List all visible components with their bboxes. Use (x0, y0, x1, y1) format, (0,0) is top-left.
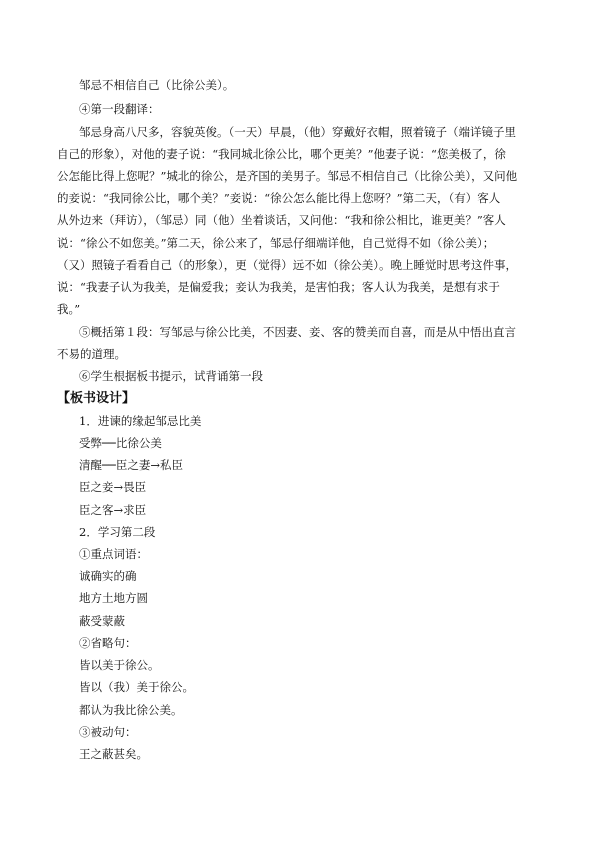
board-line: 臣之客→求臣 (79, 503, 147, 517)
text-line: （又）照镜子看看自己（的形象），更（觉得）远不如（徐公美）。晚上睡觉时思考这件事， (57, 258, 517, 272)
board-line: 蔽受蒙蔽 (79, 614, 125, 628)
text-line: ⑤概括第１段：写邹忌与徐公比美，不因妻、妾、客的赞美而自喜，而是从中悟出直言 (79, 325, 516, 339)
board-line: ③被动句： (79, 725, 137, 739)
board-line: 王之蔽甚矣。 (79, 747, 148, 761)
text-line: 自己的形象），对他的妻子说：“我同城北徐公比，哪个更美？”他妻子说：“您美极了，徐 (57, 147, 506, 161)
board-line: 受弊──比徐公美 (79, 436, 162, 450)
text-line: 邹忌不相信自己（比徐公美）。 (79, 78, 235, 92)
board-line: 臣之妾→畏臣 (79, 480, 147, 494)
text-line: 说：“我妻子认为我美，是偏爱我；妾认为我美，是害怕我；客人认为我美，是想有求于 (57, 280, 500, 294)
board-line: 皆以美于徐公。 (79, 658, 160, 672)
section-heading: 【板书设计】 (57, 391, 136, 406)
board-line: 1．进谏的缘起邹忌比美 (79, 414, 202, 428)
text-line: 公怎能比得上您呢？”城北的徐公，是齐国的美男子。邹忌不相信自己（比徐公美），又问他 (57, 169, 518, 183)
text-line: 的妾说：“我同徐公比，哪个美？”妾说：“徐公怎么能比得上您呀？”第二天，（有）客人 (57, 191, 501, 205)
text-line: 邹忌身高八尺多，容貌英俊。（一天）早晨，（他）穿戴好衣帽，照着镜子（端详镜子里 (79, 125, 516, 139)
text-line: 不易的道理。 (57, 347, 126, 361)
board-line: 都认为我比徐公美。 (79, 703, 183, 717)
board-line: 皆以（我）美于徐公。 (79, 680, 194, 694)
board-line: ②省略句： (79, 636, 137, 650)
text-line: ④第一段翻译： (79, 102, 160, 116)
board-line: 2．学习第二段 (79, 525, 156, 539)
board-line: 地方土地方圆 (79, 591, 148, 605)
board-line: 清醒──臣之妻→私臣 (79, 458, 183, 472)
text-line: ⑥学生根据板书提示，试背诵第一段 (79, 369, 263, 383)
board-line: ①重点词语： (79, 547, 148, 561)
text-line: 说：“徐公不如您美。”第二天，徐公来了，邹忌仔细端详他，自己觉得不如（徐公美）； (57, 236, 495, 250)
text-line: 我。” (57, 302, 81, 316)
text-line: 从外边来（拜访），（邹忌）同（他）坐着谈话，又问他：“我和徐公相比，谁更美？”客人 (57, 213, 506, 227)
board-line: 诚确实的确 (79, 569, 137, 583)
